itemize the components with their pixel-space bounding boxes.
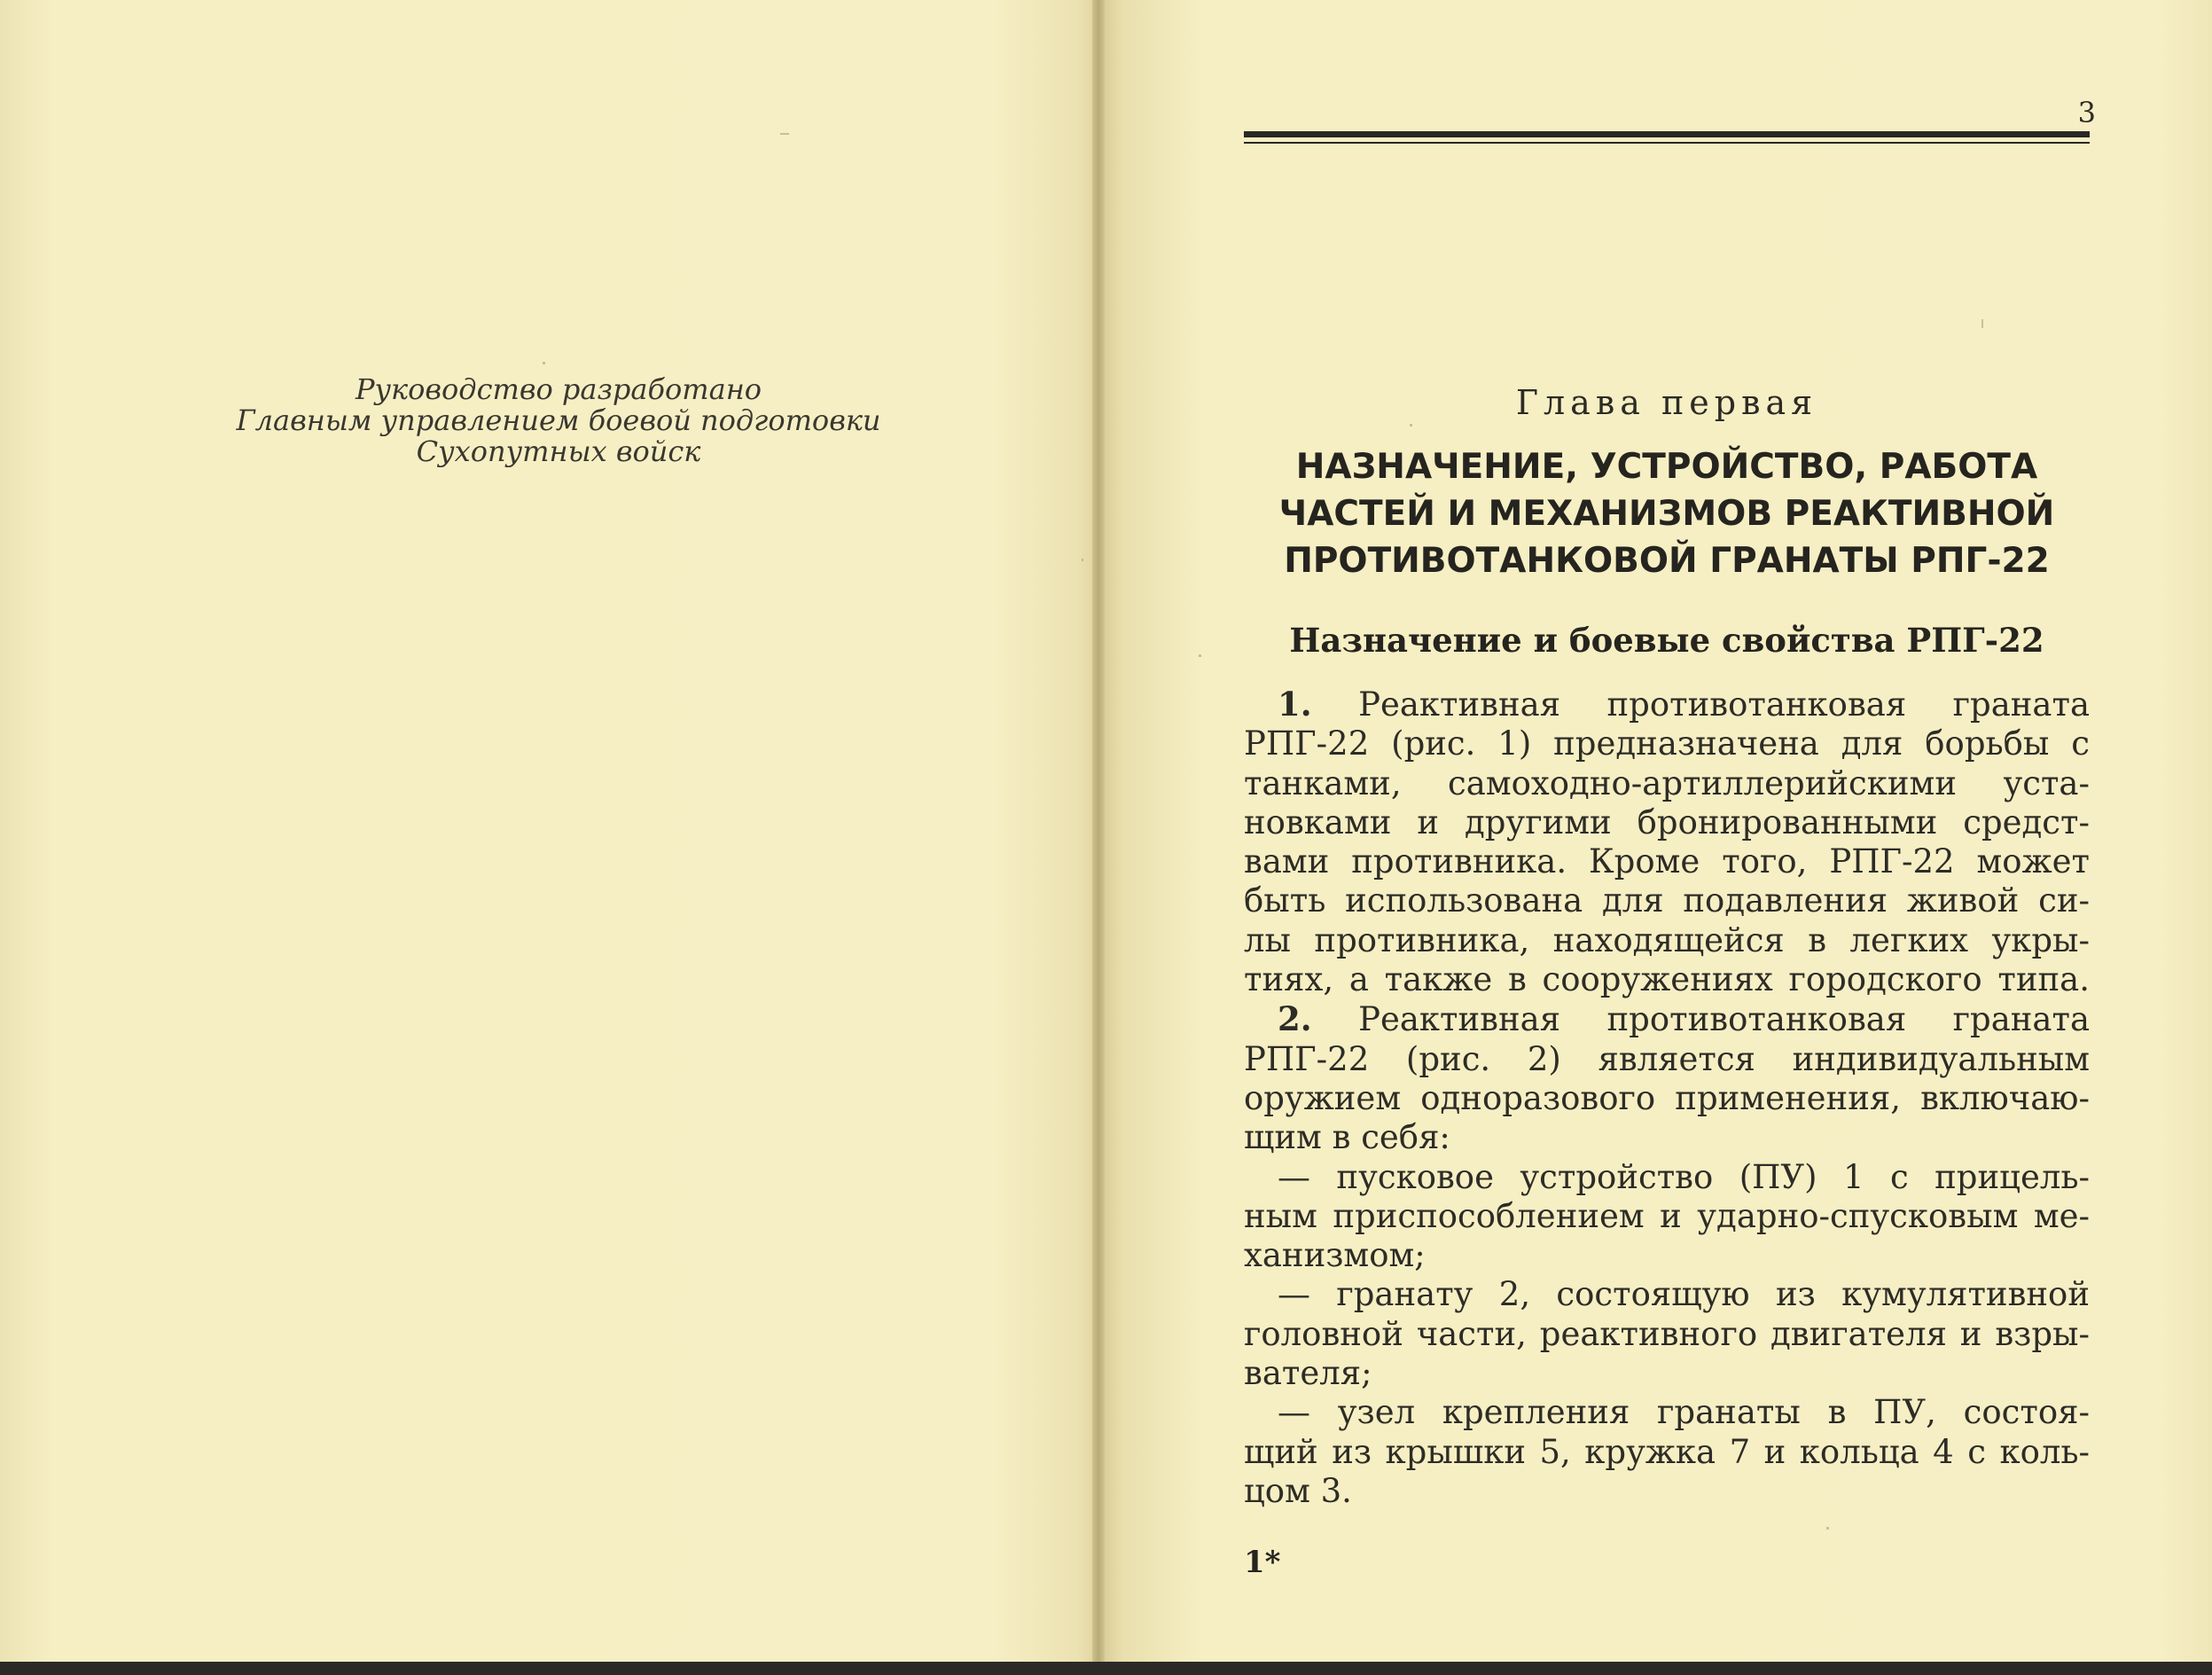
paper-speck <box>780 133 789 135</box>
paragraph-2-line: оружием одноразового применения, включаю- <box>1244 1078 2090 1117</box>
chapter-title-line: ЧАСТЕЙ И МЕХАНИЗМОВ РЕАКТИВНОЙ <box>1278 494 2055 534</box>
list-item-2-line: головной части, реактивного двигателя и взры- <box>1244 1314 2090 1353</box>
paragraph-1-line: тиях, а также в сооружениях городского типа. <box>1244 960 2090 999</box>
list-item-2-line: вателя; <box>1244 1354 1372 1393</box>
signature-mark: 1* <box>1244 1545 1281 1580</box>
list-item-1-line: ханизмом; <box>1244 1236 1426 1275</box>
paragraph-number: 1. <box>1278 685 1312 724</box>
chapter-title-line: НАЗНАЧЕНИЕ, УСТРОЙСТВО, РАБОТА <box>1295 447 2038 487</box>
chapter-title <box>1241 443 2092 584</box>
paper-speck <box>1826 1527 1829 1530</box>
body-text <box>1244 685 2090 1511</box>
paper-speck <box>1981 319 1983 328</box>
credit-block <box>204 374 913 467</box>
header-rule-thin <box>1244 142 2090 144</box>
book-gutter <box>1092 0 1105 1662</box>
credit-line: Руководство разработано <box>355 372 762 406</box>
list-item-3-line: — узел крепления гранаты в ПУ, состоя- <box>1278 1393 2090 1432</box>
paragraph-1-line: танками, самоходно-артиллерийскими уста- <box>1244 763 2090 802</box>
paper-speck <box>543 362 545 364</box>
paragraph-2-line <box>1244 999 2090 1039</box>
paragraph-1-line <box>1244 685 2090 724</box>
paragraph-text: Реактивная противотанковая граната <box>1358 1000 2090 1039</box>
paragraph-text: Реактивная противотанковая граната <box>1358 685 2090 724</box>
list-item-1-line: ным приспособлением и ударно-спусковым ме- <box>1244 1196 2090 1235</box>
list-item-2-line: — гранату 2, состоящую из кумулятивной <box>1278 1275 2090 1314</box>
paragraph-2-line: РПГ-22 (рис. 2) является индивидуальным <box>1244 1039 2090 1078</box>
paragraph-1-line: лы противника, находящейся в легких укры- <box>1244 920 2090 959</box>
paragraph-1-line: быть использована для подавления живой си- <box>1244 881 2090 920</box>
paragraph-1-line: вами противника. Кроме того, РПГ-22 может <box>1244 842 2090 881</box>
paragraph-1-line: новками и другими бронированными средст- <box>1244 802 2090 841</box>
paper-speck <box>1199 654 1201 657</box>
chapter-title-line: ПРОТИВОТАНКОВОЙ ГРАНАТЫ РПГ-22 <box>1284 541 2050 581</box>
list-item-1-line: — пусковое устройство (ПУ) 1 с прицель- <box>1278 1157 2090 1196</box>
page-number: 3 <box>2077 96 2096 129</box>
list-item-3-line: щий из крышки 5, кружка 7 и кольца 4 с коль- <box>1244 1432 2090 1471</box>
chapter-label: Глава первая <box>1515 383 1818 422</box>
paper-speck <box>1410 424 1412 427</box>
left-page <box>0 0 1108 1662</box>
paragraph-2-line: щим в себя: <box>1244 1118 1450 1157</box>
credit-line: Главным управлением боевой подготовки <box>236 403 881 437</box>
paragraph-number: 2. <box>1278 999 1312 1039</box>
header-rule-thick <box>1244 131 2090 137</box>
paper-speck <box>1082 559 1083 561</box>
section-heading: Назначение и боевые свойства РПГ-22 <box>1289 621 2044 660</box>
credit-line: Сухопутных войск <box>416 434 701 468</box>
paragraph-1-line: РПГ-22 (рис. 1) предназначена для борьбы с <box>1244 724 2090 763</box>
list-item-3-line: цом 3. <box>1244 1471 1352 1510</box>
